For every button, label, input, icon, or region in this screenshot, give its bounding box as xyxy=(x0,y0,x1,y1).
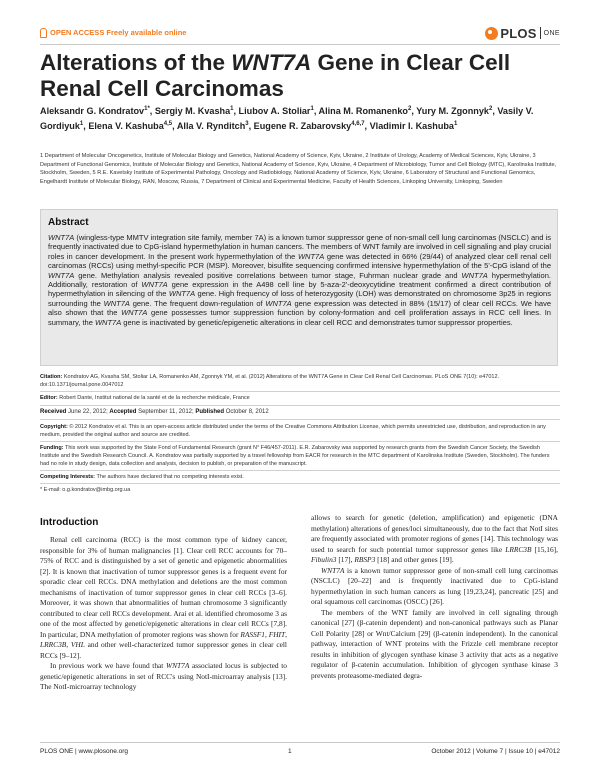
footer-journal[interactable]: PLOS ONE | www.plosone.org xyxy=(40,748,129,755)
plos-one-logo xyxy=(485,24,560,42)
meta-divider xyxy=(40,441,560,442)
abstract-text: WNT7A (wingless-type MMTV integration site family, member 7A) is a known tumor suppressor gene of non-small cell lung carcinomas (NSCLC) and is frequently inactivated due to CpG-island hypermethylation in human cancers. The members of WNT family are involved in cell signaling and play crucial roles in cancer development. In the present work hypermethylation of the WNT7A gene was detected in 66% (29/44) of analyzed clear cell renal cell carcinomas (RCCs) using methyl-specific PCR (MSP). Moreover, bisulfite sequencing confirmed intensive hypermethylation of the 5'-CpG island of the WNT7A gene. Methylation analysis revealed positive correlations between tumor stage, Fuhrman nuclear grade and WNT7A hypermethylation. Additionally, restoration of WNT7A gene expression in the A498 cell line by 5-aza-2'-deoxycytidine treatment confirmed a direct contribution of hypermethylation in silencing of the WNT7A gene. High frequency of loss of heterozygosity (LOH) was demonstrated on chromosome 3p25 in regions surrounding the WNT7A gene. The frequent down-regulation of WNT7A gene expression was detected in 88% (15/17) of clear cell RCCs. We have also shown that the WNT7A gene possesses tumor suppression function by colony-formation and cell proliferation assays in RCC cell lines. In summary, the WNT7A gene is inactivated by genetic/epigenetic alterations in clear cell RCC and demonstrates tumor suppressor properties. xyxy=(48,233,551,327)
paragraph: Renal cell carcinoma (RCC) is the most common type of kidney cancer, responsible for 3% of human malignancies [1]. Clear cell RCC accounts for 70–75% of RCC and is distinguished by a set of genetic and epigenetic abnormalities [2]. It is known that inactivation of tumor suppressor genes is a frequent event for sporadic clear cell RCCs. DNA methylation and deletions are the most common mechanisms of inactivation of tumor suppressor genes in clear cell RCCs [3–6]. Moreover, it was shown that abnormalities of human chromosome 3 significantly contributed to clear cell RCCs development. Arai et al. identified chromosome 3 as one of the most affected by genetic/epigenetic alterations in clear cell RCCs [7,8]. In particular, DNA methylation of promoter regions was shown for RASSF1, FHIT, LRRC3B, VHL and other well-characterized tumor suppressor genes in clear cell RCCs [9–12]. xyxy=(40,535,287,660)
logo-divider xyxy=(540,27,541,39)
meta-divider xyxy=(40,405,560,406)
editor: Editor: Robert Dante, Institut national de la santé et de la recherche médicale, France xyxy=(40,395,250,401)
affiliations: 1 Department of Molecular Oncogenetics, Institute of Molecular Biology and Genetics, National Academy of Science, Kyiv, Ukraine, 2 Institute of Urology, Academy of Medical Sciences, Kyiv, Ukraine, 3 Department of Functional Genomics, Institute of Molecular Biology and Genetics, National Academy of Science, Kyiv, Ukraine, 4 Department of Microbiology, Tumor and Cell Biology (MTC), Karolinska Institute, Stockholm, Sweden, 5 R.E. Kavetsky Institute of Experimental Pathology, Oncology and Radiobiology, National Academy of Science, Kyiv, Ukraine, 6 Laboratory of Structural and Functional Genomics, Engelhardt Institute of Molecular Biology, RAN, Moscow, Russia, 7 Department of Clinical and Experimental Medicine, Faculty of Health Sciences, Linkoping University, Linkoping, Sweden xyxy=(40,153,557,186)
paragraph: WNT7A is a known tumor suppressor gene of non-small cell lung carcinomas (NSCLC) [20–22] and is frequently inactivated due to CpG-island hypermethylation in such human cancers as lung [19,23,24], pancreatic [25] and oral squamous cell carcinomas (OSCC) [26]. xyxy=(311,565,558,606)
article-title: Alterations of the WNT7A Gene in Clear Cell Renal Cell Carcinomas xyxy=(40,50,511,101)
competing-interests: Competing Interests: The authors have declared that no competing interests exist. xyxy=(40,474,244,480)
page-footer xyxy=(40,748,560,758)
paragraph: In previous work we have found that WNT7A associated locus is subjected to genetic/epigenetic alterations in set of RCC's using NotI-microarray analysis [13]. The NotI-microarray technology xyxy=(40,661,287,691)
meta-divider xyxy=(40,419,560,420)
footer-rule xyxy=(40,742,560,743)
dates: Received June 22, 2012; Accepted September 11, 2012; Published October 8, 2012 xyxy=(40,409,269,415)
paragraph: The members of the WNT family are involved in cell signaling through canonical [27] (β-catenin dependent) and non-canonical pathways such as Planar Cell Polarity [28] or Wnt/Calcium [29] (β-catenin independent). In the canonical pathway, interaction of WNT proteins with the Frizzle cell membrane receptor results in inhibition of glycogen synthase kinase 3 activity that acts as a negative regulator of β-catenin accumulation. Inhibition of glycogen synthase kinase 3 prevents proteasome-mediated degra- xyxy=(311,607,558,680)
funding: Funding: This work was supported by the State Fond of Fundamental Research (grant N° F46/457-2011). E.R. Zabarovsky was supported by research grants from the Swedish Cancer Society, the Swedish Institute and the Swedish Research Council. A. Kondratov was partially supported by a travel fellowship from EACR for research in the MTC department of Karolinska Institute (Sweden, Stockholm). The funders had no role in study design, data collection and analysis, decision to publish, or preparation of the manuscript. xyxy=(40,445,550,467)
citation: Citation: Kondratov AG, Kvasha SM, Stoliar LA, Romanenko AM, Zgonnyk YM, et al. (2012) Alterations of the WNT7A Gene in Clear Cell Renal Cell Carcinomas. PLoS ONE 7(10): e47012. doi:10.1371/journal.pone.0047012 xyxy=(40,374,500,388)
page-number: 1 xyxy=(288,748,292,755)
plos-logo-sub: ONE xyxy=(543,29,560,37)
copyright: Copyright: © 2012 Kondratov et al. This is an open-access article distributed under the terms of the Creative Commons Attribution License, which permits unrestricted use, distribution, and reproduction in any medium, provided the original author and source are credited. xyxy=(40,424,546,438)
corresponding-email[interactable]: * E-mail: o.g.kondratov@imbg.org.ua xyxy=(40,487,131,493)
plos-logo-icon xyxy=(485,27,498,40)
meta-divider xyxy=(40,391,560,392)
header-rule xyxy=(40,44,560,45)
paragraph: allows to search for genetic (deletion, amplification) and epigenetic (DNA methylation) alterations of genes/loci simultaneously, due to the fact that NotI sites are frequently associated with promoter regions of genes [14]. This technology was used to search for such potential tumor suppressor genes like LRRC3B [15,16], Fibulin3 [17], RBSP3 [18] and other genes [19]. xyxy=(311,513,558,564)
intro-right-column xyxy=(311,513,558,681)
meta-divider xyxy=(40,483,560,484)
author-list: Aleksandr G. Kondratov$^{1*}$, Sergiy M. Kvasha$^1$, Liubov A. Stoliar$^1$, Alina M. Romanenko$^2$, Yury M. Zgonnyk$^2$, Vasily V. Gordiyuk$^1$, Elena V. Kashuba$^{4,5}$, Alla V. Rynditch$^3$, Eugene R. Zabarovsky$^{4,6,7}$, Vladimir I. Kashuba$^1$ xyxy=(40,106,534,132)
open-access-lock-icon xyxy=(40,28,47,38)
intro-left-column xyxy=(40,535,287,693)
open-access-label: OPEN ACCESS Freely available online xyxy=(50,28,187,37)
meta-divider xyxy=(40,470,560,471)
section-heading-introduction: Introduction xyxy=(40,517,99,528)
abstract-box xyxy=(40,209,558,366)
footer-issue: October 2012 | Volume 7 | Issue 10 | e47012 xyxy=(431,748,560,755)
journal-header xyxy=(40,26,560,44)
abstract-heading: Abstract xyxy=(48,217,89,228)
plos-logo-text: PLOS xyxy=(500,25,537,41)
